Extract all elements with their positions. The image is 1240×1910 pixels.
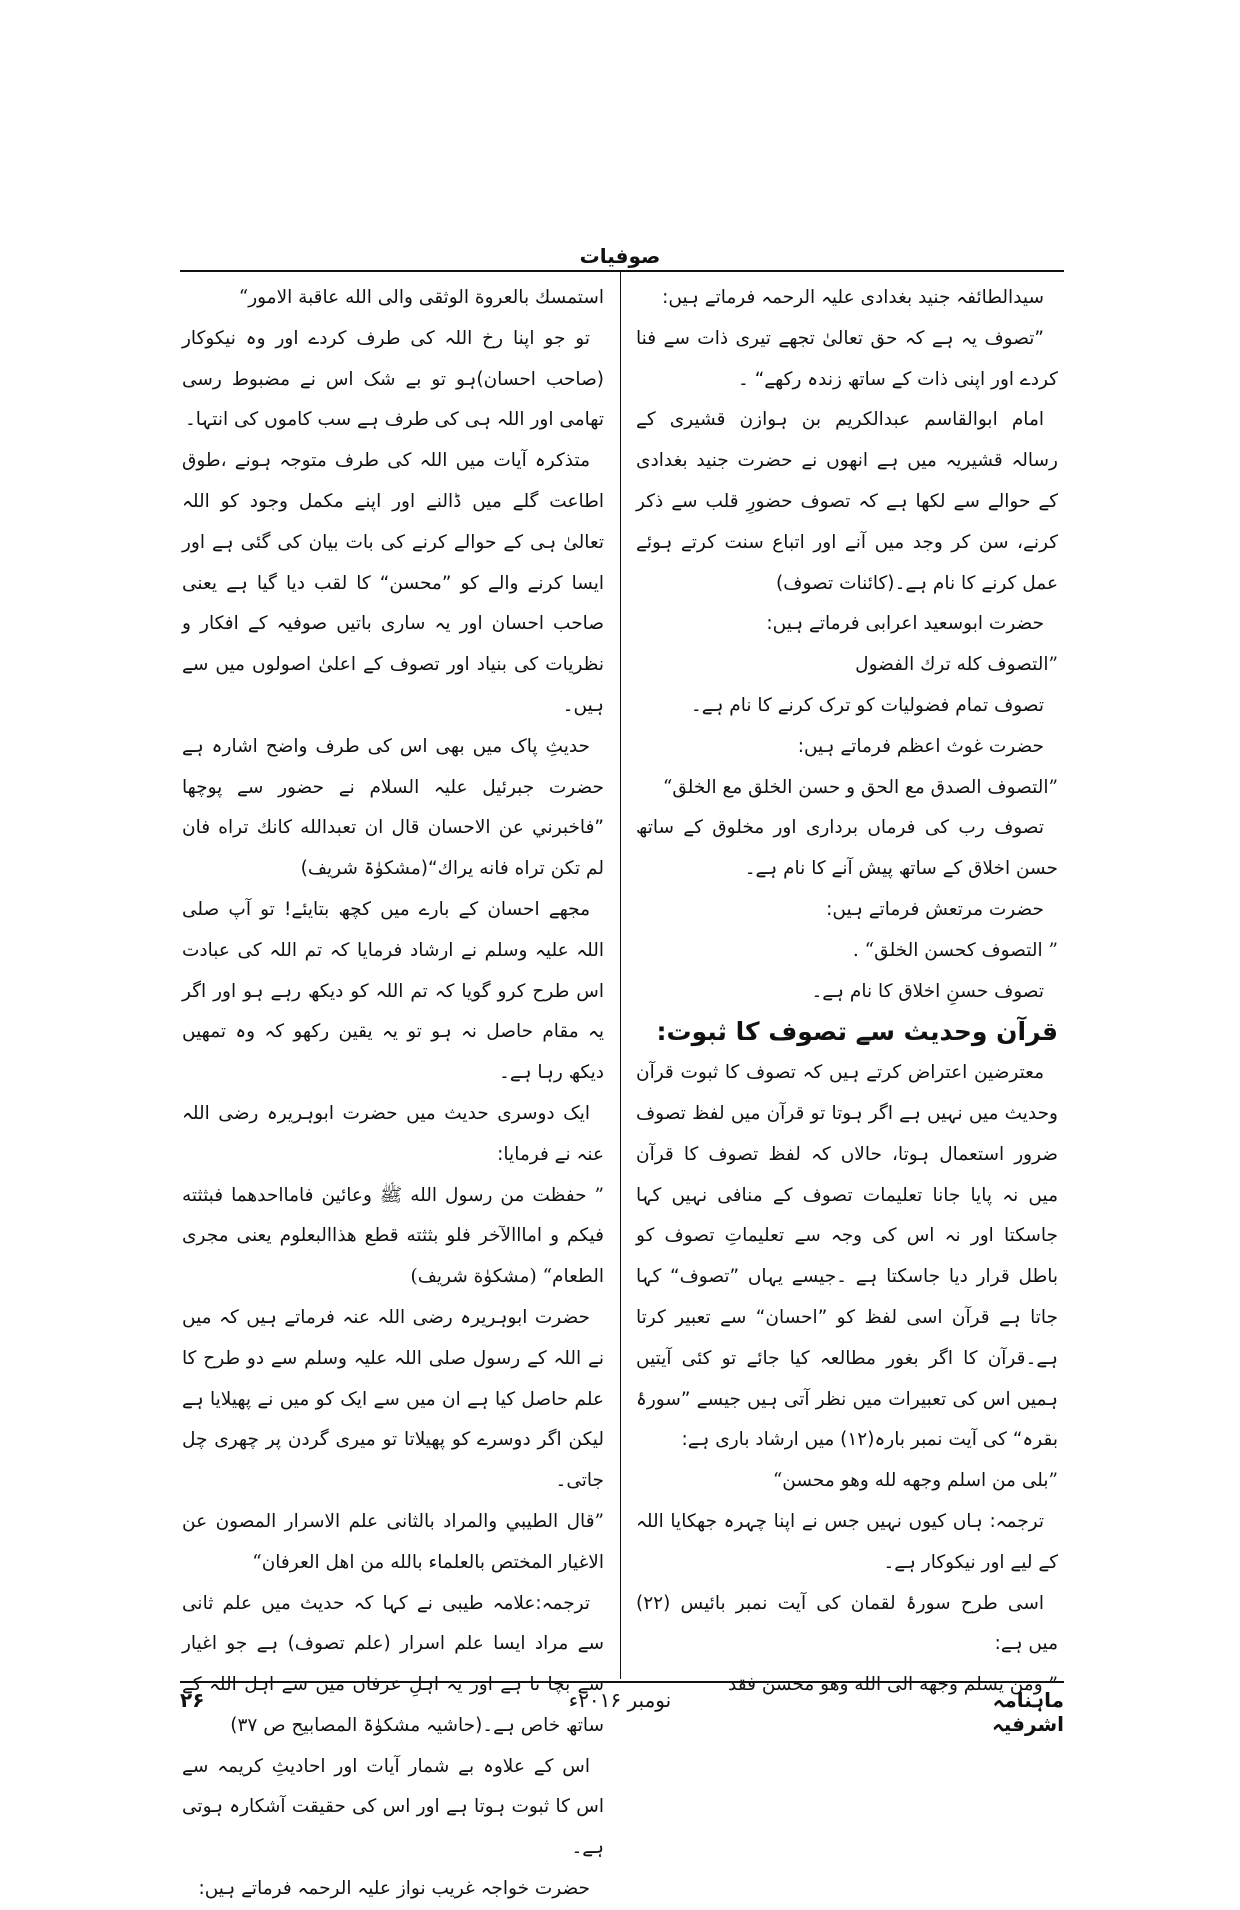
- paragraph: ایک دوسری حدیث میں حضرت ابوہریرہ رضی اللہ عنہ نے فرمایا:: [182, 1102, 604, 1165]
- page-number: ۲۶: [180, 1688, 205, 1712]
- paragraph: حضرت ابوہریرہ رضی اللہ عنہ فرماتے ہیں کہ میں نے اللہ کے رسول صلی اللہ علیہ وسلم سے دو طرح کا علم حاصل کیا ہے ان میں سے ایک کو میں نے پھیلایا ہے لیکن اگر دوسرے کو پھیلاتا تو میری گردن پر چھری چل جاتی۔: [182, 1306, 604, 1492]
- running-header-title: صوفیات: [579, 244, 661, 268]
- paragraph: سیدالطائفہ جنید بغدادی علیہ الرحمہ فرماتے ہیں:: [662, 287, 1044, 308]
- arabic-quote: ” ومن يسلم وجهه الى الله وهو محسن فقد: [728, 1674, 1058, 1696]
- paragraph: حضرت غوث اعظم فرماتے ہیں:: [797, 735, 1044, 757]
- issue-date: نومبر ۲۰۱۶ء: [568, 1688, 672, 1712]
- paragraph: ترجمہ: ہاں کیوں نہیں جس نے اپنا چہرہ جھکایا اللہ کے لیے اور نیکوکار ہے۔: [636, 1510, 1058, 1573]
- footer-rule: [180, 1681, 1064, 1683]
- arabic-quote: استمسك بالعروة الوثقى والى الله عاقبة الامور“: [238, 287, 604, 308]
- paragraph: امام ابوالقاسم عبدالکریم بن ہوازن قشیری کے رسالہ قشیریہ میں ہے انھوں نے حضرت جنید بغدادی کے حوالے سے لکھا ہے کہ تصوف حضورِ قلب سے ذکر کرنے، سن کر وجد میں آنے اور اتباع سنت کرتے ہوئے عمل کرنے کا نام ہے۔(کائنات تصوف): [636, 409, 1058, 594]
- paragraph: حضرت ابوسعید اعرابی فرماتے ہیں:: [766, 613, 1044, 635]
- paragraph: متذکرہ آیات میں اللہ کی طرف متوجہ ہونے ،طوق اطاعت گلے میں ڈالنے اور اپنے مکمل وجود کو اللہ تعالیٰ ہی کے حوالے کرنے کی بات بیان کی گئی ہے اور ایسا کرنے والے کو ”محسن“ کا لقب دیا گیا ہے یعنی صاحب احسان اور یہ ساری باتیں صوفیہ کے افکار و نظریات کی بنیاد اور تصوف کے اعلیٰ اصولوں میں سے ہیں۔: [182, 450, 604, 716]
- paragraph: تصوف رب کی فرماں برداری اور مخلوق کے ساتھ حسن اخلاق کے ساتھ پیش آنے کا نام ہے۔: [636, 817, 1058, 880]
- arabic-quote: ” حفظت من رسول الله ﷺ وعائين فامااحدهما فبثثته فيكم و امااالآخر فلو بثثته قطع هذاالبعلوم يعنى مجرى الطعام“ (مشكوٰة شريف): [182, 1184, 604, 1288]
- paragraph: تو جو اپنا رخ اللہ کی طرف کردے اور وہ نیکوکار (صاحب احسان)ہو تو بے شک اس نے مضبوط رسی تھامی اور اللہ ہی کی طرف ہے سب کاموں کی انتہا۔: [182, 327, 604, 431]
- section-heading: قرآن وحدیث سے تصوف کا ثبوت:: [656, 1017, 1058, 1047]
- magazine-name: ماہنامہ اشرفیہ: [992, 1688, 1064, 1736]
- paragraph: مجھے احسان کے بارے میں کچھ بتایئے! تو آپ صلی اللہ علیہ وسلم نے ارشاد فرمایا کہ تم اللہ کی عبادت اس طرح کرو گویا کہ تم اللہ کو دیکھ رہے ہو اور اگر یہ مقام حاصل نہ ہو تو یہ یقین رکھو کہ وہ تمھیں دیکھ رہا ہے۔: [182, 898, 604, 1084]
- arabic-quote: ”بلى من اسلم وجهه لله وهو محسن“: [772, 1470, 1058, 1492]
- paragraph: اسی طرح سورۂ لقمان کی آیت نمبر بائیس (۲۲) میں ہے:: [636, 1592, 1058, 1655]
- paragraph: اس کے علاوہ بے شمار آیات اور احادیثِ کریمہ سے اس کا ثبوت ہوتا ہے اور اس کی حقیقت آشکارہ ہوتی ہے۔: [182, 1755, 604, 1859]
- paragraph: تصوف تمام فضولیات کو ترک کرنے کا نام ہے۔: [690, 694, 1044, 716]
- paragraph: تصوف حسنِ اخلاق کا نام ہے۔: [811, 980, 1044, 1002]
- arabic-quote: ” التصوف كحسن الخلق“ .: [852, 939, 1058, 961]
- paragraph: حضرت خواجہ غریب نواز علیہ الرحمہ فرماتے ہیں:: [198, 1878, 590, 1900]
- arabic-quote: ”التصوف الصدق مع الحق و حسن الخلق مع الخلق“: [662, 776, 1058, 798]
- header-rule: [180, 270, 1064, 272]
- right-column: [636, 278, 1058, 1696]
- paragraph: حضرت مرتعش فرماتے ہیں:: [826, 898, 1044, 920]
- paragraph: ”تصوف یہ ہے کہ حق تعالیٰ تجھے تیری ذات سے فنا کردے اور اپنی ذات کے ساتھ زندہ رکھے“ ۔: [636, 327, 1058, 390]
- paragraph: ترجمہ:علامہ طیبی نے کہا کہ حدیث میں علم ثانی سے مراد ایسا علم اسرار (علم تصوف) ہے جو اغیار سے بچا تا ہے اور یہ اہلِ عرفان میں سے اہل اللہ کے ساتھ خاص ہے۔(حاشیہ مشکوٰۃ المصابیح ص ۳۷): [182, 1592, 604, 1736]
- paragraph: حدیثِ پاک میں بھی اس کی طرف واضح اشارہ ہے حضرت جبرئیل علیہ السلام نے حضور سے پوچھا ”فاخبرني عن الاحسان قال ان تعبدالله كانك تراه فان لم تكن تراه فانه يراك“(مشکوٰۃ شریف): [182, 735, 604, 880]
- column-divider: [620, 272, 621, 1679]
- arabic-quote: ”قال الطيبي والمراد بالثانى علم الاسرار المصون عن الاغيار المختص بالعلماء بالله من اهل العرفان“: [182, 1510, 604, 1573]
- paragraph: معترضین اعتراض کرتے ہیں کہ تصوف کا ثبوت قرآن وحدیث میں نہیں ہے اگر ہوتا تو قرآن میں لفظ تصوف ضرور استعمال ہوتا، حالاں کہ لفظ تصوف کا قرآن میں نہ پایا جانا تعلیمات تصوف کے منافی نہیں کہا جاسکتا اور نہ اس کی وجہ سے تعلیماتِ تصوف کو باطل قرار دیا جاسکتا ہے ۔جیسے یہاں ”تصوف“ کہا جاتا ہے قرآن اسی لفظ کو ”احسان“ سے تعبیر کرتا ہے۔قرآن کا اگر بغور مطالعہ کیا جائے تو کئی آیتیں ہمیں اس کی تعبیرات میں نظر آتی ہیں جیسے ”سورۂ بقرہ“ کی آیت نمبر بارہ(۱۲) میں ارشاد باری ہے:: [636, 1062, 1058, 1451]
- arabic-quote: ”التصوف كله ترك الفضول: [855, 654, 1058, 676]
